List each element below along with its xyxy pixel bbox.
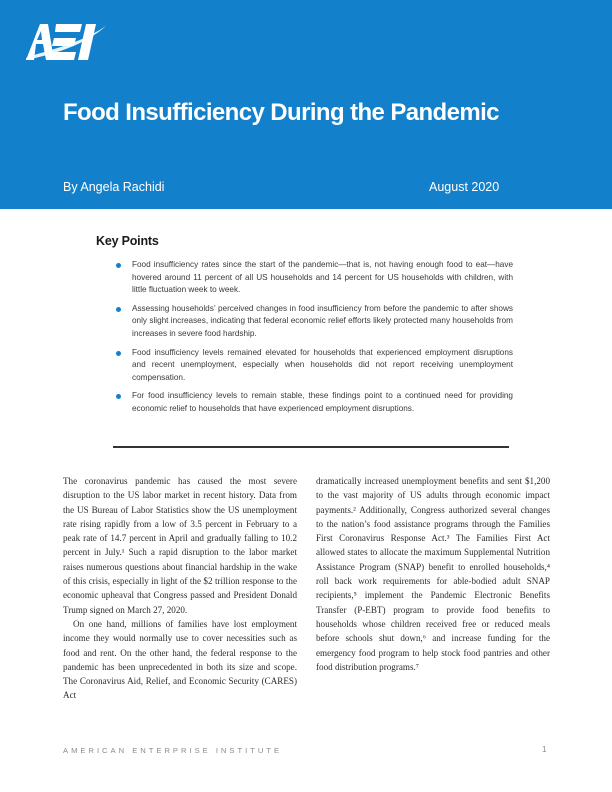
author-byline: By Angela Rachidi <box>63 180 165 194</box>
key-points-heading: Key Points <box>96 234 159 248</box>
key-point-text: Food insufficiency levels remained elevated for households that experienced employment disruptions and recent unemployment, especially when households did not report receiving unemployment compensation. <box>132 347 513 382</box>
publication-date: August 2020 <box>429 180 500 194</box>
report-title: Food Insufficiency During the Pandemic <box>63 99 499 126</box>
key-point-item <box>115 303 513 341</box>
bullet-icon <box>116 263 121 268</box>
key-point-text: For food insufficiency levels to remain stable, these findings point to a continued need for providing economic relief to households that have experienced employment disruptions. <box>132 391 513 413</box>
key-points-list <box>115 259 513 422</box>
key-point-item <box>115 390 513 415</box>
bullet-icon <box>116 307 121 312</box>
key-point-item <box>115 259 513 297</box>
key-point-item <box>115 347 513 385</box>
body-paragraph: dramatically increased unemployment benefits and sent $1,200 to the vast majority of US adults through economic impact payments.² Additionally, Congress authorized several changes to the nation’s food assistance programs through the Families First Coronavirus Response Act.³ The Families First Act allowed states to allocate the maximum Supplemental Nutrition Assistance Program (SNAP) benefit to enrolled households,⁴ roll back work requirements for able-bodied adult SNAP recipients,⁵ implement the Pandemic Electronic Benefits Transfer (P-EBT) program to provide food benefits to households whose children received free or reduced meals before schools shut down,⁶ and increase funding for the emergency food program to help stock food pantries and other food distribution programs.⁷ <box>316 476 550 672</box>
page-number: 1 <box>542 745 547 754</box>
key-point-text: Food insufficiency rates since the start of the pandemic—that is, not having enough food to eat—have hovered around 11 percent of all US households and 14 percent for US households with children, with little fluctuation week to week. <box>132 260 513 295</box>
bullet-icon <box>116 394 121 399</box>
body-column-left <box>63 474 297 703</box>
body-paragraph: On one hand, millions of families have lost employment income they would normally use to cover necessities such as food and rent. On the other hand, the federal response to the pandemic has been unprecedented in both its size and scope. The Coronavirus Aid, Relief, and Economic Security (CARES) Act <box>63 618 297 701</box>
header-banner <box>0 0 612 209</box>
key-point-text: Assessing households’ perceived changes in food insufficiency from before the pandemic to after shows only slight increases, indicating that federal economic relief efforts likely protected many households from increases in severe food hardship. <box>132 303 513 338</box>
footer-organization: AMERICAN ENTERPRISE INSTITUTE <box>63 746 283 755</box>
bullet-icon <box>116 351 121 356</box>
body-column-right <box>316 474 550 674</box>
body-paragraph: The coronavirus pandemic has caused the most severe disruption to the US labor market in recent history. Data from the US Bureau of Labor Statistics show the US unemployment rate rising rapidly from a low of 3.5 percent in February to a peak rate of 14.7 percent in April and gradually falling to 10.2 percent in July.¹ Such a rapid disruption to the labor market raises numerous questions about financial hardship in the wake of this crisis, especially in light of the $2 trillion response to the economic upheaval that Congress passed and President Donald Trump signed on March 27, 2020. <box>63 476 297 615</box>
aei-logo <box>26 22 108 62</box>
section-divider <box>113 446 509 448</box>
